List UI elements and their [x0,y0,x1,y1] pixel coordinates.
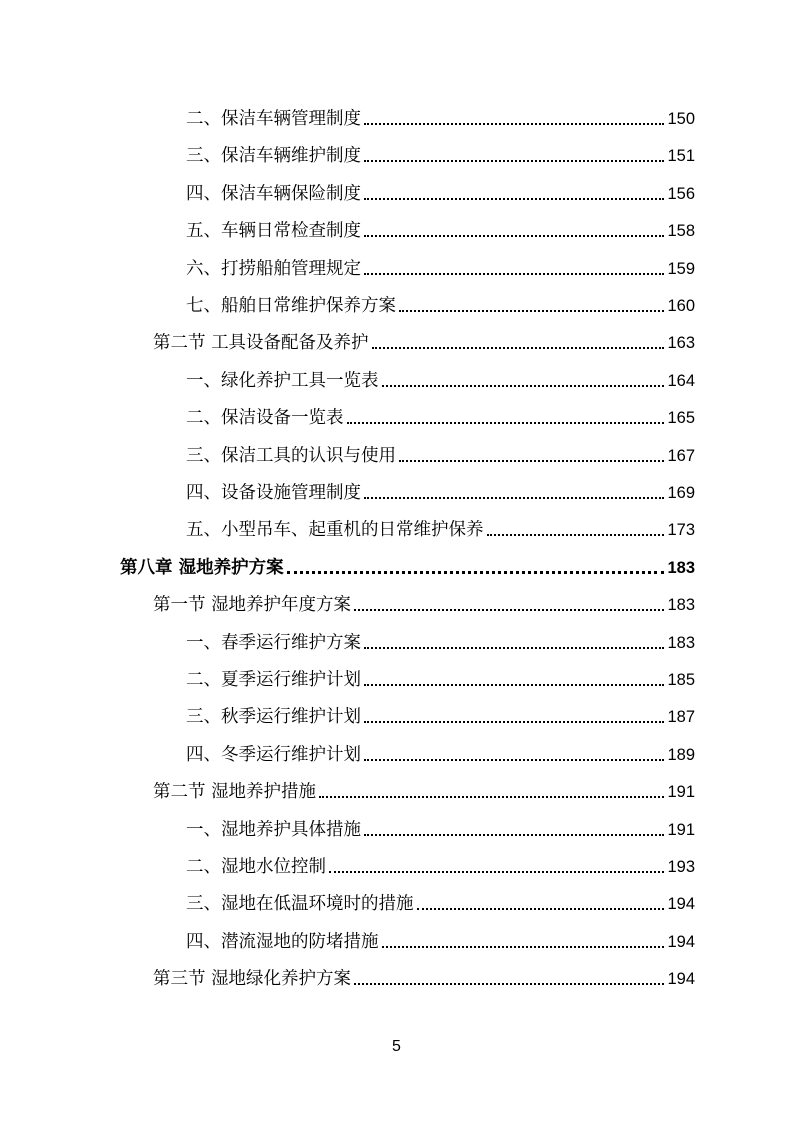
toc-entry-label: 一、湿地养护具体措施 [186,819,361,840]
toc-entry[interactable] [186,736,695,766]
dot-leader [364,160,664,162]
toc-entry-label: 一、绿化养护工具一览表 [186,370,379,391]
toc-entry-page: 158 [667,222,695,241]
toc-entry-label: 第三节 湿地绿化养护方案 [153,969,352,990]
toc-entry[interactable] [186,287,695,317]
dot-leader [364,684,664,686]
toc-entry[interactable] [186,399,695,429]
toc-entry-page: 183 [667,633,695,652]
toc-entry[interactable] [153,773,695,803]
toc-entry[interactable] [153,586,695,616]
dot-leader [287,571,665,574]
dot-leader [329,871,664,873]
toc-chapter-entry[interactable] [120,549,695,579]
toc-entry-label: 第二节 工具设备配备及养护 [153,333,369,354]
toc-entry-page: 173 [667,521,695,540]
dot-leader [417,908,665,910]
toc-entry-label: 三、保洁车辆维护制度 [186,146,361,167]
dot-leader [487,534,665,536]
toc-entry[interactable] [186,624,695,654]
toc-entry-page: 167 [667,446,695,465]
toc-entry-page: 194 [667,970,695,989]
toc-entry[interactable] [153,960,695,990]
dot-leader [382,385,665,387]
toc-entry[interactable] [186,661,695,691]
toc-entry[interactable] [186,100,695,130]
dot-leader [399,460,664,462]
toc-entry[interactable] [186,511,695,541]
page-number: 5 [392,1038,401,1055]
toc-entry-label: 三、湿地在低温环境时的措施 [186,894,414,915]
dot-leader [364,198,664,200]
toc-entry-page: 189 [667,745,695,764]
toc-entry[interactable] [186,250,695,280]
toc-entry-page: 185 [667,671,695,689]
toc-entry-page: 183 [667,596,695,615]
dot-leader [364,123,664,125]
dot-leader [372,347,665,349]
toc-entry[interactable] [186,923,695,953]
toc-entry-page: 164 [667,371,695,390]
toc-entry-label: 三、保洁工具的认识与使用 [186,445,396,466]
toc-entry[interactable] [186,811,695,841]
dot-leader [354,983,664,985]
toc-entry-page: 193 [667,858,695,876]
dot-leader [364,235,664,237]
toc-entry[interactable] [186,437,695,467]
toc-entry-page: 169 [667,484,695,502]
dot-leader [347,422,665,424]
dot-leader [364,273,664,275]
toc-entry-label: 二、湿地水位控制 [186,857,326,877]
dot-leader [364,647,664,649]
toc-entry-page: 159 [667,259,695,278]
dot-leader [382,946,665,948]
toc-entry[interactable] [186,885,695,915]
toc-entry-label: 第八章 湿地养护方案 [120,557,284,578]
toc-entry-page: 163 [667,334,695,353]
toc-entry-label: 四、潜流湿地的防堵措施 [186,931,379,952]
dot-leader [319,796,664,798]
toc-entry-page: 150 [667,110,695,128]
toc-entry-page: 165 [667,409,695,428]
toc-entry[interactable] [186,848,695,878]
toc-entry[interactable] [186,212,695,242]
toc-entry-page: 183 [667,558,695,577]
toc-entry-label: 二、夏季运行维护计划 [186,670,361,690]
toc-entry-page: 194 [667,932,695,951]
toc-entry-label: 二、保洁车辆管理制度 [186,109,361,129]
toc-entry-label: 四、冬季运行维护计划 [186,744,361,765]
toc-entry-label: 五、车辆日常检查制度 [186,221,361,242]
toc-entry[interactable] [153,324,695,354]
dot-leader [364,497,664,499]
toc-entry[interactable] [186,362,695,392]
toc-entry[interactable] [186,698,695,728]
toc-entry-label: 七、船舶日常维护保养方案 [186,296,396,316]
toc-entry-label: 四、保洁车辆保险制度 [186,183,361,204]
toc-entry-label: 一、春季运行维护方案 [186,632,361,653]
toc-entry-page: 156 [667,184,695,203]
dot-leader [364,721,664,723]
toc-entry-page: 194 [667,895,695,914]
toc-entry-page: 191 [667,783,695,802]
toc-entry-label: 六、打捞船舶管理规定 [186,258,361,279]
toc-entry-label: 二、保洁设备一览表 [186,408,344,429]
toc-entry-label: 五、小型吊车、起重机的日常维护保养 [186,520,484,541]
toc-entry[interactable] [186,175,695,205]
toc-entry-page: 160 [667,297,695,315]
toc-entry[interactable] [186,137,695,167]
toc-entry-label: 第一节 湿地养护年度方案 [153,595,352,616]
toc-entry-page: 151 [667,147,695,166]
dot-leader [364,759,664,761]
toc-entry[interactable] [186,474,695,504]
toc-entry-label: 四、设备设施管理制度 [186,483,361,503]
toc-entry-label: 三、秋季运行维护计划 [186,707,361,728]
toc-entry-page: 191 [667,820,695,839]
dot-leader [399,310,664,312]
toc-entry-label: 第二节 湿地养护措施 [153,782,317,803]
toc-entry-page: 187 [667,708,695,727]
dot-leader [364,834,664,836]
dot-leader [354,609,664,611]
